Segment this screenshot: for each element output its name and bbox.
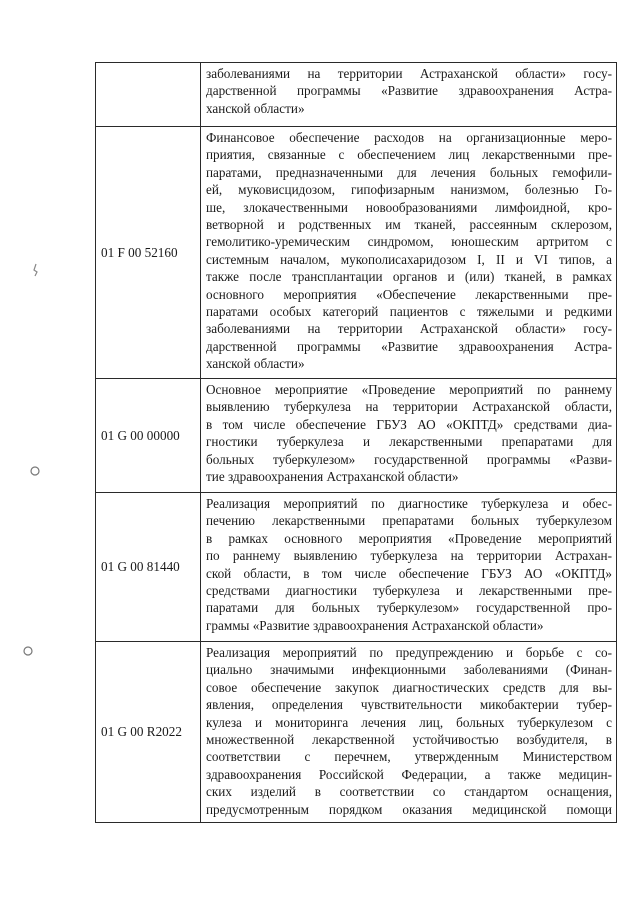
text-line: больных туберкулезом» государственной программы «Разви- <box>206 451 612 467</box>
text-line: кулеза и мониторинга лечения лиц, больных туберкулезом с <box>206 714 612 730</box>
budget-classification-table <box>95 62 617 823</box>
text-line: заболеваниями на территории Астраханской области» госу- <box>206 321 612 337</box>
code-cell <box>96 63 201 127</box>
table-row <box>96 63 617 127</box>
text-line: ханской области» <box>206 100 305 116</box>
text-line: совое обеспечение закупок диагностических средств для вы- <box>206 679 612 695</box>
description-cell <box>201 127 617 379</box>
table-row <box>96 642 617 823</box>
description-cell <box>201 493 617 642</box>
text-line: в том числе обеспечение ГБУЗ АО «ОКПТД» средствами диа- <box>206 416 612 432</box>
text-line: дарственной программы «Развитие здравоохранения Астра- <box>206 83 612 99</box>
text-line: ше, злокачественными новообразованиями лимфоидной, кро- <box>206 199 612 215</box>
description-text <box>201 63 616 118</box>
text-line: Реализация мероприятий по предупреждению и борьбе с со- <box>206 645 612 660</box>
text-line: здравоохранения Российской Федерации, а также медицин- <box>206 766 612 782</box>
table-row <box>96 493 617 642</box>
table-row <box>96 379 617 493</box>
text-line: соответствии с перечнем, утвержденным Министерством <box>206 749 612 765</box>
text-line: гностики туберкулеза и лекарственными препаратами для <box>206 434 612 450</box>
text-line: множественной лекарственной устойчивостью возбудителя, в <box>206 732 612 748</box>
description-text <box>201 379 616 486</box>
classification-code: 01 F 00 52160 <box>101 244 178 260</box>
description-text <box>201 642 616 819</box>
text-line: дарственной программы «Развитие здравоохранения Астра- <box>206 338 612 354</box>
text-line: ской области, в том числе обеспечение ГБУЗ АО «ОКПТД» <box>206 565 612 581</box>
text-line: средствами диагностики туберкулеза и лекарственными пре- <box>206 583 612 599</box>
text-line: паратами для больных туберкулезом» государственной про- <box>206 600 612 616</box>
classification-code: 01 G 00 R2022 <box>101 724 182 739</box>
text-line: также после трансплантации органов и (или) тканей, в рамках <box>206 269 612 285</box>
code-cell <box>96 127 201 379</box>
description-text <box>201 493 616 635</box>
text-line: Основное мероприятие «Проведение мероприятий по раннему <box>206 382 612 397</box>
text-line: Финансовое обеспечение расходов на организационные меро- <box>206 130 612 145</box>
text-line: тие здравоохранения Астраханской области» <box>206 469 459 485</box>
text-line: паратами особых категорий пациентов с тяжелыми и редкими <box>206 304 612 320</box>
code-cell <box>96 493 201 642</box>
text-line: ветворной и родственных им тканей, рассеянным склерозом, <box>206 217 612 233</box>
text-line: ей, муковисцидозом, гипофизарным нанизмом, болезнью Го- <box>206 182 612 198</box>
code-cell <box>96 379 201 493</box>
text-line: системным началом, мукополисахаридозом I, II и VI типов, а <box>206 251 612 267</box>
text-line: ханской области» <box>206 356 305 372</box>
code-cell <box>96 642 201 823</box>
text-line: основного мероприятия «Обеспечение лекарственными пре- <box>206 286 612 302</box>
punch-hole-mark <box>28 464 42 478</box>
text-line: выявлению туберкулеза на территории Астраханской области, <box>206 399 612 415</box>
table-body <box>96 63 617 823</box>
classification-code: 01 G 00 81440 <box>101 559 180 574</box>
text-line: предусмотренным порядком оказания медицинской помощи <box>206 801 612 817</box>
text-line: паратами, предназначенными для лечения больных гемофили- <box>206 164 612 180</box>
classification-code: 01 G 00 00000 <box>101 427 180 443</box>
text-line: циально значимыми инфекционными заболеваниями (Финан- <box>206 662 612 678</box>
text-line: по раннему выявлению туберкулеза на территории Астрахан- <box>206 548 612 564</box>
text-line: заболеваниями на территории Астраханской области» госу- <box>206 66 612 81</box>
text-line: печению лекарственными препаратами больных туберкулезом <box>206 513 612 529</box>
text-line: ских изделий в соответствии со стандартом оснащения, <box>206 784 612 800</box>
text-line: граммы «Развитие здравоохранения Астраханской области» <box>206 617 544 633</box>
table-row <box>96 127 617 379</box>
description-cell <box>201 63 617 127</box>
text-line: явления, определения чувствительности микобактерии тубер- <box>206 697 612 713</box>
description-cell <box>201 379 617 493</box>
text-line: гемолитико-уремическим синдромом, юношеским артритом с <box>206 234 612 250</box>
scan-speck-mark <box>31 263 41 277</box>
text-line: приятия, связанные с обеспечением лиц лекарственными пре- <box>206 147 612 163</box>
text-line: Реализация мероприятий по диагностике туберкулеза и обес- <box>206 496 612 511</box>
text-line: в рамках основного мероприятия «Проведение мероприятий <box>206 530 612 546</box>
description-cell <box>201 642 617 823</box>
punch-hole-mark <box>21 644 35 658</box>
description-text <box>201 127 616 374</box>
